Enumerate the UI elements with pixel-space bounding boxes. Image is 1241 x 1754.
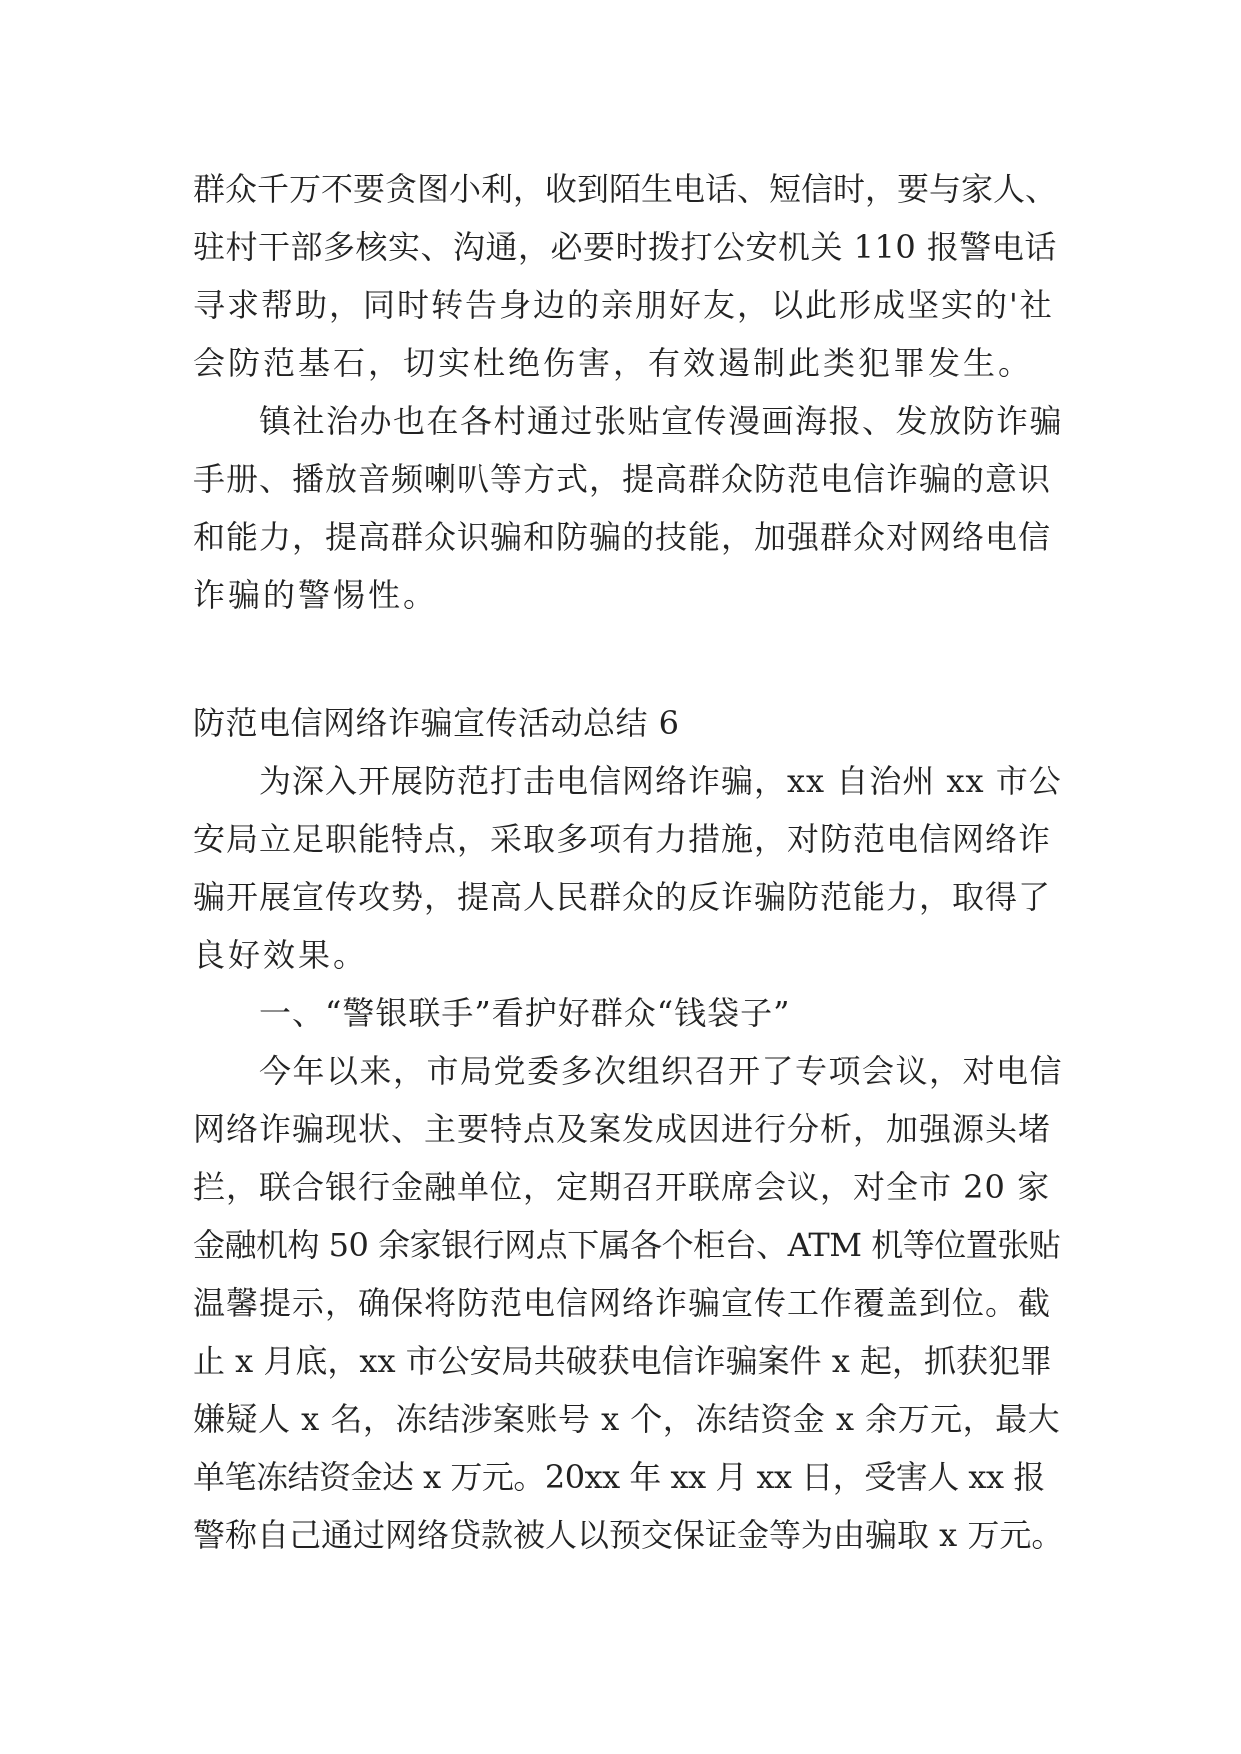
text-line: 温馨提示，确保将防范电信网络诈骗宣传工作覆盖到位。截 [193,1284,1052,1322]
text-line: 网络诈骗现状、主要特点及案发成因进行分析，加强源头堵 [193,1110,1052,1148]
section-heading: 防范电信网络诈骗宣传活动总结 6 [193,704,680,742]
paragraph-police-bank [193,1042,1063,1564]
text-line: 驻村干部多核实、沟通，必要时拨打公安机关 110 报警电话 [193,228,1057,266]
subsection-heading: 一、“警银联手”看护好群众“钱袋子” [259,994,791,1032]
text-line: 诈骗的警惕性。 [193,576,439,614]
text-line: 群众千万不要贪图小利，收到陌生电话、短信时，要与家人、 [193,170,1058,208]
text-line: 今年以来，市局党委多次组织召开了专项会议，对电信 [259,1052,1064,1090]
text-line: 单笔冻结资金达 x 万元。20xx 年 xx 月 xx 日，受害人 xx 报 [193,1458,1045,1496]
paragraph-village-publicity [193,392,1063,624]
text-line: 为深入开展防范打击电信网络诈骗，xx 自治州 xx 市公 [259,762,1062,800]
text-line: 安局立足职能特点，采取多项有力措施，对防范电信网络诈 [193,820,1052,858]
text-line: 会防范基石，切实杜绝伤害，有效遏制此类犯罪发生。 [193,344,1034,382]
section-gap [193,624,1063,694]
text-line: 骗开展宣传攻势，提高人民群众的反诈骗防范能力，取得了 [193,878,1052,916]
text-line: 和能力，提高群众识骗和防骗的技能，加强群众对网络电信 [193,518,1052,556]
text-line: 拦，联合银行金融单位，定期召开联席会议，对全市 20 家 [193,1168,1051,1206]
text-line: 良好效果。 [193,936,369,974]
document-body [193,160,1063,1564]
text-line: 手册、播放音频喇叭等方式，提高群众防范电信诈骗的意识 [193,460,1052,498]
text-line: 镇社治办也在各村通过张贴宣传漫画海报、发放防诈骗 [259,402,1064,440]
text-line: 金融机构 50 余家银行网点下属各个柜台、ATM 机等位置张贴 [193,1226,1061,1264]
text-line: 警称自己通过网络贷款被人以预交保证金等为由骗取 x 万元。 [193,1516,1064,1554]
text-line: 止 x 月底，xx 市公安局共破获电信诈骗案件 x 起，抓获犯罪 [193,1342,1053,1380]
paragraph-continuation [193,160,1063,392]
text-line: 嫌疑人 x 名，冻结涉案账号 x 个，冻结资金 x 余万元，最大 [193,1400,1061,1438]
text-line: 寻求帮助，同时转告身边的亲朋好友，以此形成坚实的'社 [193,286,1054,324]
paragraph-intro [193,752,1063,984]
